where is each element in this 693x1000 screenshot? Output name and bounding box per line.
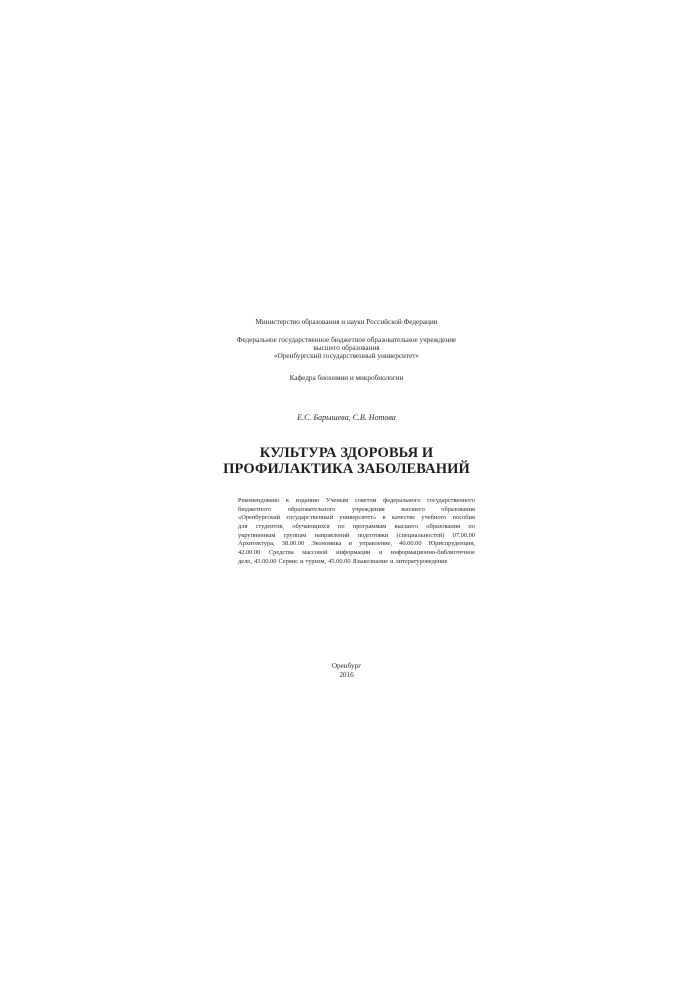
- recommendation-word: образования: [426, 523, 461, 531]
- recommendation-word: 42.00.00: [238, 549, 261, 557]
- document-title-line: ПРОФИЛАКТИКА ЗАБОЛЕВАНИЙ: [223, 461, 470, 477]
- recommendation-line: [238, 540, 475, 549]
- recommendation-word: 07.00.00: [452, 531, 475, 539]
- institution-line: «Оренбургский государственный университет»: [274, 352, 419, 360]
- recommendation-word: литературоведение: [395, 557, 448, 565]
- recommendation-word: к: [285, 497, 290, 504]
- recommendation-line: [238, 532, 475, 541]
- recommendation-word: учреждения: [351, 505, 385, 513]
- recommendation-word: и: [300, 557, 304, 565]
- recommendation-word: пособия: [452, 514, 475, 522]
- recommendation-word: обучающихся: [292, 523, 330, 531]
- department-name: Кафедра биохимии и микробиологии: [289, 374, 404, 382]
- recommendation-word: 45.00.00: [328, 557, 351, 565]
- document-title-line: КУЛЬТУРА ЗДОРОВЬЯ И: [259, 445, 434, 461]
- recommendation-word: укрупненным: [238, 531, 276, 539]
- publication-year: 2016: [339, 671, 354, 679]
- recommendation-word: Рекомендовано: [238, 497, 280, 504]
- recommendation-word: Экономика: [311, 540, 342, 548]
- recommendation-paragraph: [238, 497, 475, 567]
- recommendation-word: Языкознание: [352, 557, 389, 565]
- recommendation-word: (специальностей): [396, 531, 445, 539]
- recommendation-word: учебного: [421, 514, 447, 522]
- recommendation-word: и: [378, 549, 383, 557]
- recommendation-word: Архитектура,: [238, 540, 275, 548]
- recommendation-line: [238, 514, 475, 523]
- recommendation-word: советом: [354, 497, 377, 504]
- recommendation-word: в: [382, 514, 386, 522]
- recommendation-word: 43.00.00: [254, 557, 277, 565]
- authors: Е.С. Барышева, С.В. Нотова: [297, 413, 396, 422]
- recommendation-line: [238, 558, 475, 567]
- recommendation-word: туризм,: [305, 557, 327, 565]
- recommendation-word: изданию: [295, 497, 320, 504]
- recommendation-word: Средства: [268, 549, 294, 557]
- recommendation-word: бюджетного: [238, 505, 272, 513]
- recommendation-line: [238, 506, 475, 515]
- recommendation-word: государственного: [427, 497, 475, 504]
- recommendation-word: образовательного: [287, 505, 336, 513]
- institution-line: высшего образования: [313, 344, 380, 352]
- recommendation-word: для: [238, 523, 248, 531]
- institution-line: Федеральное государственное бюджетное образовательное учреждение: [236, 336, 457, 344]
- recommendation-word: образования: [441, 505, 475, 513]
- recommendation-word: по: [468, 523, 475, 531]
- recommendation-word: информации: [336, 549, 371, 557]
- recommendation-word: 40.00.00: [399, 540, 422, 548]
- recommendation-word: высшего: [401, 505, 425, 513]
- recommendation-word: и: [348, 540, 352, 548]
- recommendation-word: направлений: [314, 531, 350, 539]
- recommendation-word: Юриспруденция,: [428, 540, 475, 548]
- recommendation-word: высшего: [394, 523, 419, 531]
- recommendation-word: 38.00.00: [281, 540, 305, 548]
- recommendation-line: [238, 549, 475, 558]
- recommendation-word: и: [390, 557, 394, 565]
- recommendation-line: [238, 523, 475, 532]
- recommendation-word: Ученым: [325, 497, 349, 504]
- recommendation-word: федерального: [383, 497, 421, 504]
- recommendation-word: студентов,: [255, 523, 285, 531]
- recommendation-word: Сервис: [278, 557, 299, 565]
- recommendation-word: государственный: [286, 514, 334, 522]
- recommendation-word: «Оренбургский: [238, 514, 281, 522]
- recommendation-word: университет»: [339, 514, 377, 522]
- recommendation-word: массовой: [302, 549, 328, 557]
- recommendation-word: управление,: [359, 540, 392, 548]
- ministry-name: Министерство образования и науки Российской Федерации: [255, 318, 438, 326]
- recommendation-word: информационно-библиотечное: [390, 549, 475, 557]
- recommendation-word: дело,: [238, 557, 253, 565]
- recommendation-word: по: [337, 523, 345, 531]
- recommendation-word: группам: [283, 531, 307, 539]
- recommendation-word: качестве: [391, 514, 416, 522]
- recommendation-line: [238, 497, 475, 506]
- recommendation-word: программам: [352, 523, 387, 531]
- publication-city: Оренбург: [331, 662, 362, 670]
- recommendation-word: подготовки: [357, 531, 389, 539]
